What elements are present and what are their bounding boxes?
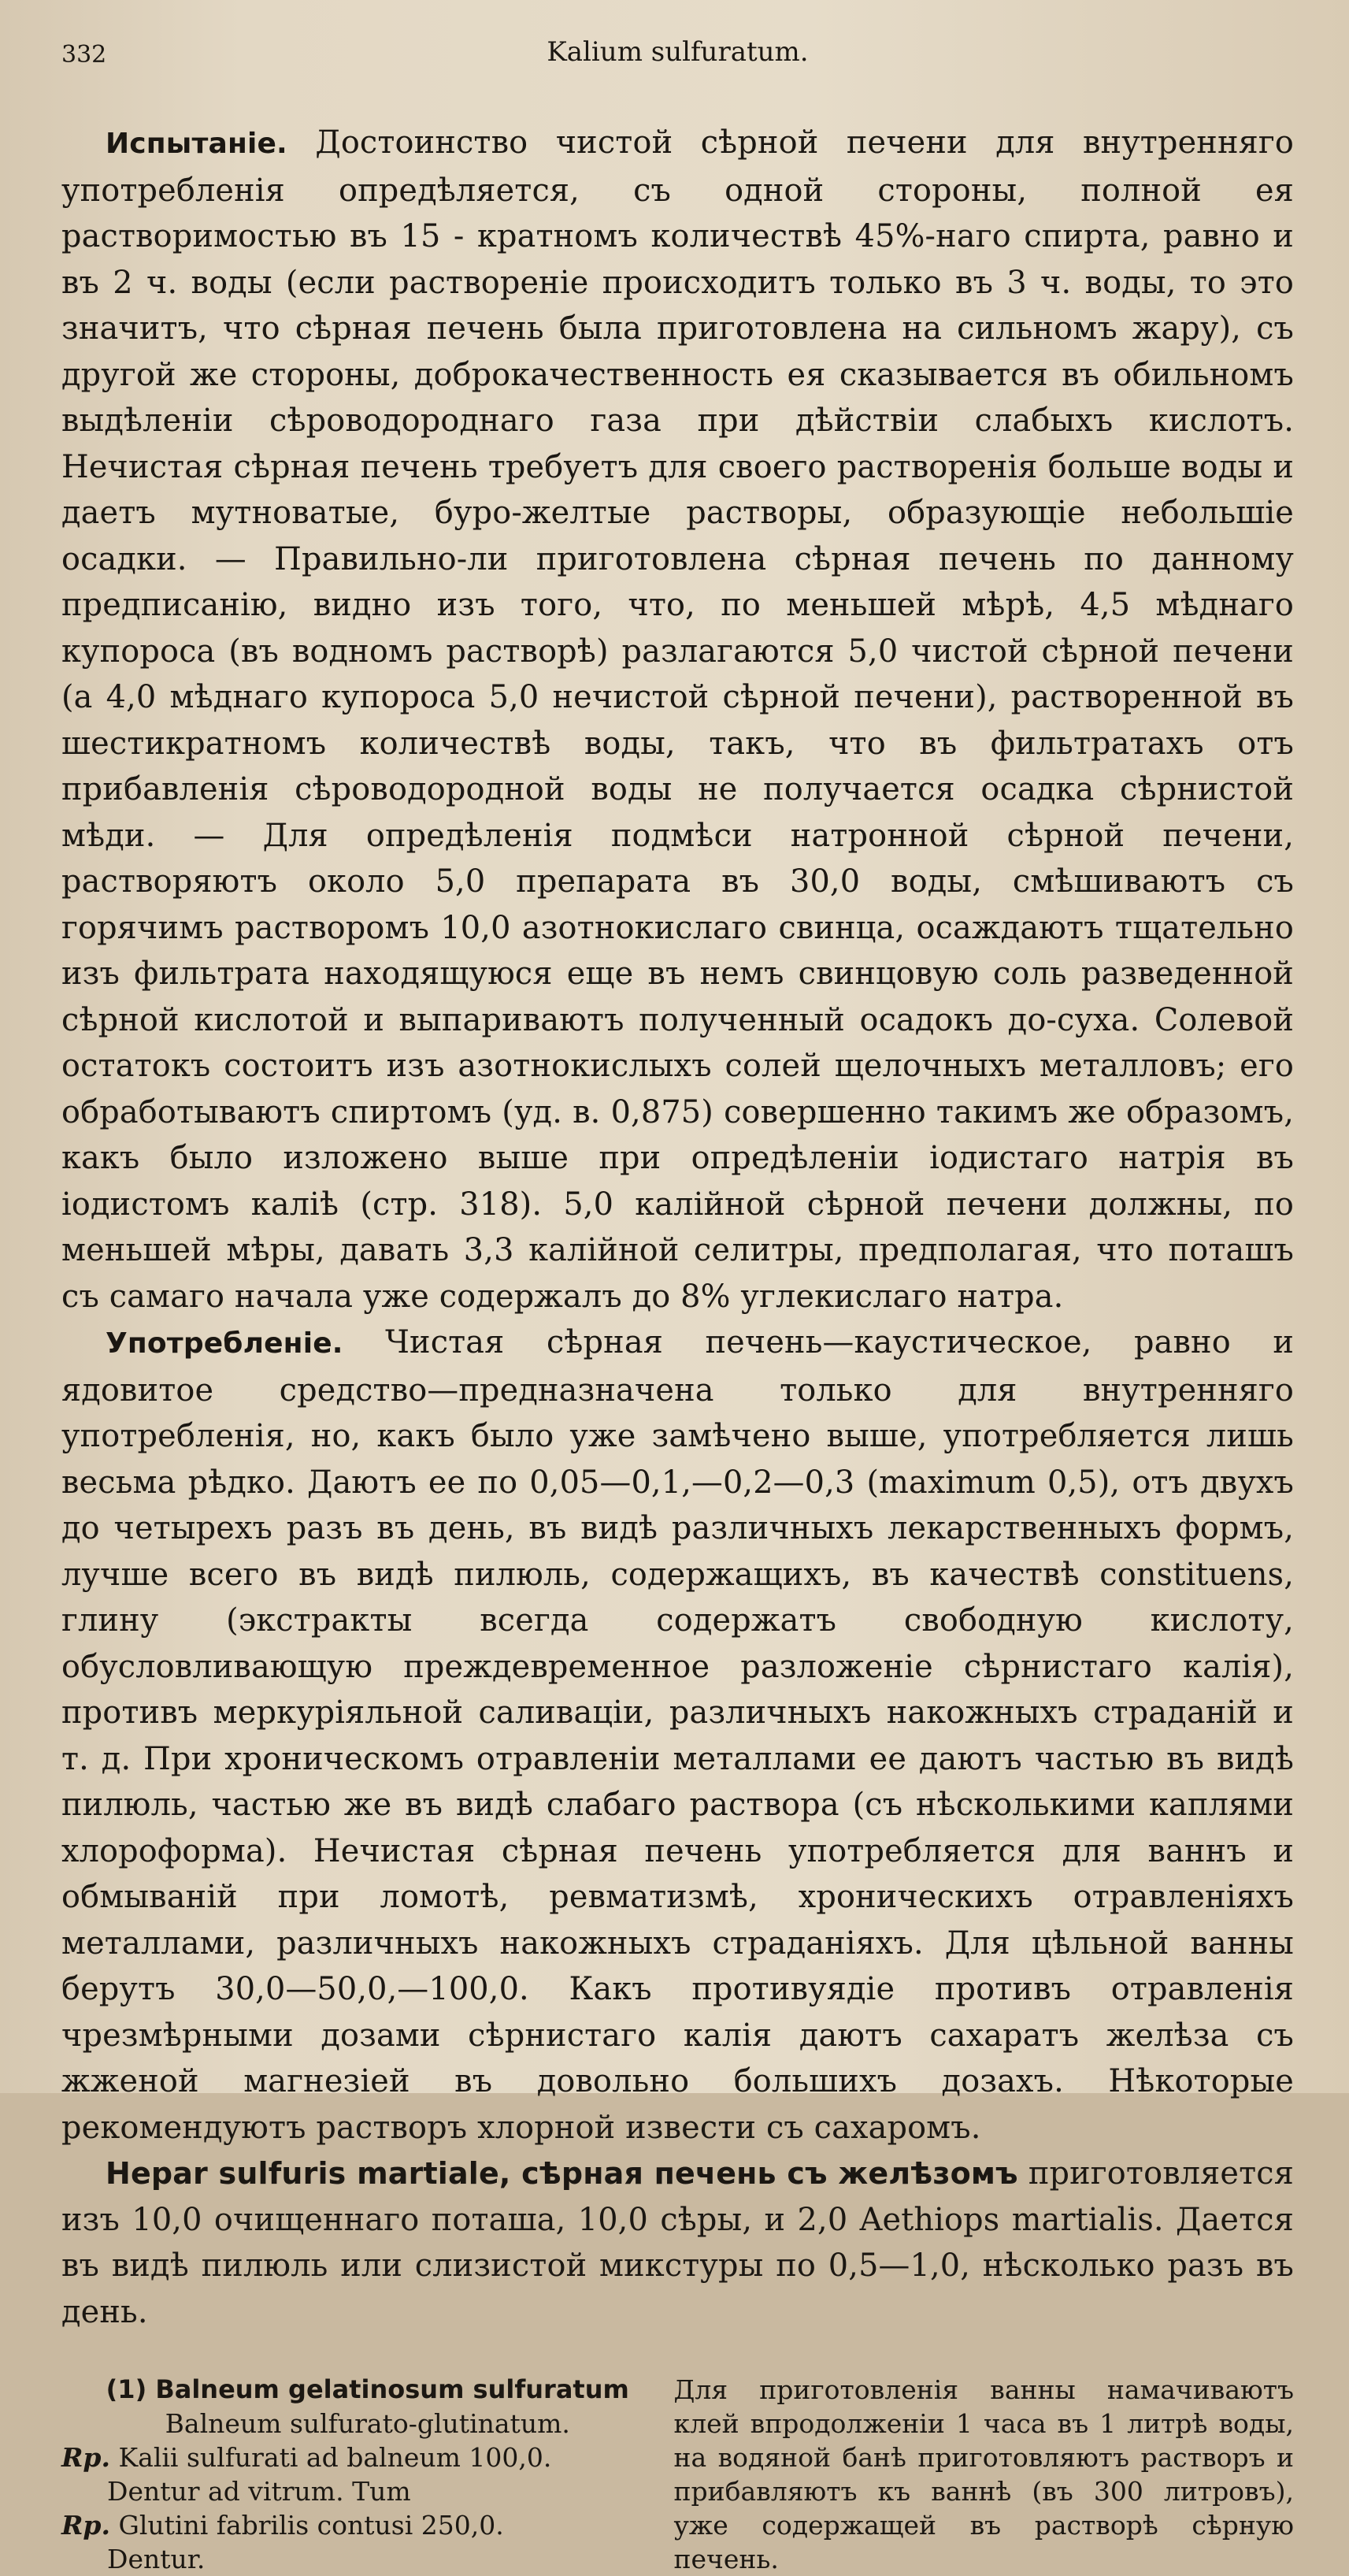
- recipe-subtitle: Balneum sulfurato-glutinatum.: [165, 2408, 570, 2439]
- page-number: 332: [61, 41, 107, 69]
- recipe-note: Для приготовленія ванны намачиваютъ клей впродолженіи 1 часа въ 1 литрѣ воды, на водяной банѣ приготовляютъ растворъ и прибавляютъ къ ваннѣ (въ 300 литровъ), уже содержащей въ растворѣ сѣрную печень.: [673, 2374, 1294, 2574]
- recipe-line: [61, 2508, 674, 2542]
- recipe-instruction: Dentur.: [107, 2544, 206, 2574]
- paragraph-usage-text: Чистая сѣрная печень—каустическое, равно и ядовитое средство—предназначена только для внутренняго употребленія, но, какъ было уже замѣчено выше, употребляется лишь весьма рѣдко. Даютъ ее по 0,05—0,1,—0,2—0,3 (maximum 0,5), отъ двухъ до четырехъ разъ въ день, въ видѣ различныхъ лекарственныхъ формъ, лучше всего въ видѣ пилюль, содержащихъ, въ качествѣ constituens, глину (экстракты всегда содержатъ свободную кислоту, обусловливающую преждевременное разложеніе сѣрнистаго калія), противъ меркуріяльной саливаціи, различныхъ накожныхъ страданій и т. д. При хроническомъ отравленіи металлами ее даютъ частью въ видѣ пилюль, частью же въ видѣ слабаго раствора (съ нѣсколькими каплями хлороформа). Нечистая сѣрная печень употребляется для ваннъ и обмываній при ломотѣ, ревматизмѣ, хроническихъ отравленіяхъ металлами, различныхъ накожныхъ страданіяхъ. Для цѣльной ванны берутъ 30,0—50,0,—100,0. Какъ противуядіе противъ отравленія чрезмѣрными дозами сѣрнистаго калія даютъ сахаратъ желѣза съ жженой магнезіей въ довольно большихъ дозахъ. Нѣкоторые рекомендуютъ растворъ хлорной извести съ сахаромъ.: [61, 1324, 1294, 2146]
- recipe-rx: Rp.: [61, 2510, 110, 2541]
- section-heading-testing: Испытаніе.: [106, 128, 287, 160]
- paragraph-testing-text: Достоинство чистой сѣрной печени для внутренняго употребленія опредѣляется, съ одной стороны, полной ея растворимостью въ 15 - кратномъ количествѣ 45%-наго спирта, равно и въ 2 ч. воды (если растворенiе происходитъ только въ 3 ч. воды, то это значитъ, что сѣрная печень была приготовлена на сильномъ жару), съ другой же стороны, доброкачественность ея сказывается въ обильномъ выдѣленіи сѣроводороднаго газа при дѣйствіи слабыхъ кислотъ. Нечистая сѣрная печень требуетъ для своего растворенія больше воды и даетъ мутноватые, буро-желтые растворы, образующіе небольшіе осадки. — Правильно-ли приготовлена сѣрная печень по данному предписанію, видно изъ того, что, по меньшей мѣрѣ, 4,5 мѣднаго купороса (въ водномъ растворѣ) разлагаются 5,0 чистой сѣрной печени (а 4,0 мѣднаго купороса 5,0 нечистой сѣрной печени), растворенной въ шестикратномъ количествѣ воды, такъ, что въ фильтратахъ отъ прибавленія сѣроводородной воды не получается осадка сѣрнистой мѣди. — Для опредѣленія подмѣси натронной сѣрной печени, растворяютъ около 5,0 препарата въ 30,0 воды, смѣшиваютъ съ горячимъ растворомъ 10,0 азотнокислаго свинца, осаждаютъ тщательно изъ фильтрата находящуюся еще въ немъ свинцовую соль разведенной сѣрной кислотой и выпариваютъ полученный осадокъ до-суха. Солевой остатокъ состоитъ изъ азотнокислыхъ солей щелочныхъ металловъ; его обработываютъ спиртомъ (уд. в. 0,875) совершенно такимъ же образомъ, какъ было изложено выше при опредѣленіи іодистаго натрія въ іодистомъ каліѣ (стр. 318). 5,0 калійной сѣрной печени должны, по меньшей мѣры, давать 3,3 калійной селитры, предполагая, что поташъ съ самаго начала уже содержалъ до 8% углекислаго натра.: [61, 124, 1294, 1315]
- section-heading-hepar-martiale: Hepar sulfuris martiale, сѣрная печень съ желѣзомъ: [106, 2156, 1018, 2191]
- recipe-section: [61, 2373, 1294, 2576]
- recipe-line: [61, 2441, 674, 2474]
- recipe-instruction: Dentur ad vitrum. Tum: [107, 2476, 411, 2507]
- paragraph-hepar-martiale: [61, 2151, 1294, 2335]
- recipe-title: (1) Balneum gelatinosum sulfuratum: [106, 2374, 629, 2404]
- running-title: Kalium sulfuratum.: [547, 36, 809, 68]
- paragraph-testing: [61, 120, 1294, 1320]
- body-text: [61, 120, 1294, 2335]
- recipe-rx: Rp.: [61, 2442, 110, 2473]
- section-heading-usage: Употребленіе.: [106, 1327, 343, 1360]
- recipe-ingredient: Glutini fabrilis contusi 250,0.: [110, 2510, 504, 2541]
- recipe-ingredient: Kalii sulfurati ad balneum 100,0.: [110, 2442, 552, 2473]
- page-header: [61, 27, 1294, 82]
- paragraph-hepar-martiale-text: приготовляется изъ 10,0 очищеннаго поташа, 10,0 сѣры, и 2,0 Aethiops martialis. Дается въ видѣ пилюль или слизистой микстуры по 0,5—1,0, нѣсколько разъ въ день.: [61, 2155, 1294, 2330]
- paragraph-usage: [61, 1320, 1294, 2151]
- recipe-block: [61, 2373, 674, 2576]
